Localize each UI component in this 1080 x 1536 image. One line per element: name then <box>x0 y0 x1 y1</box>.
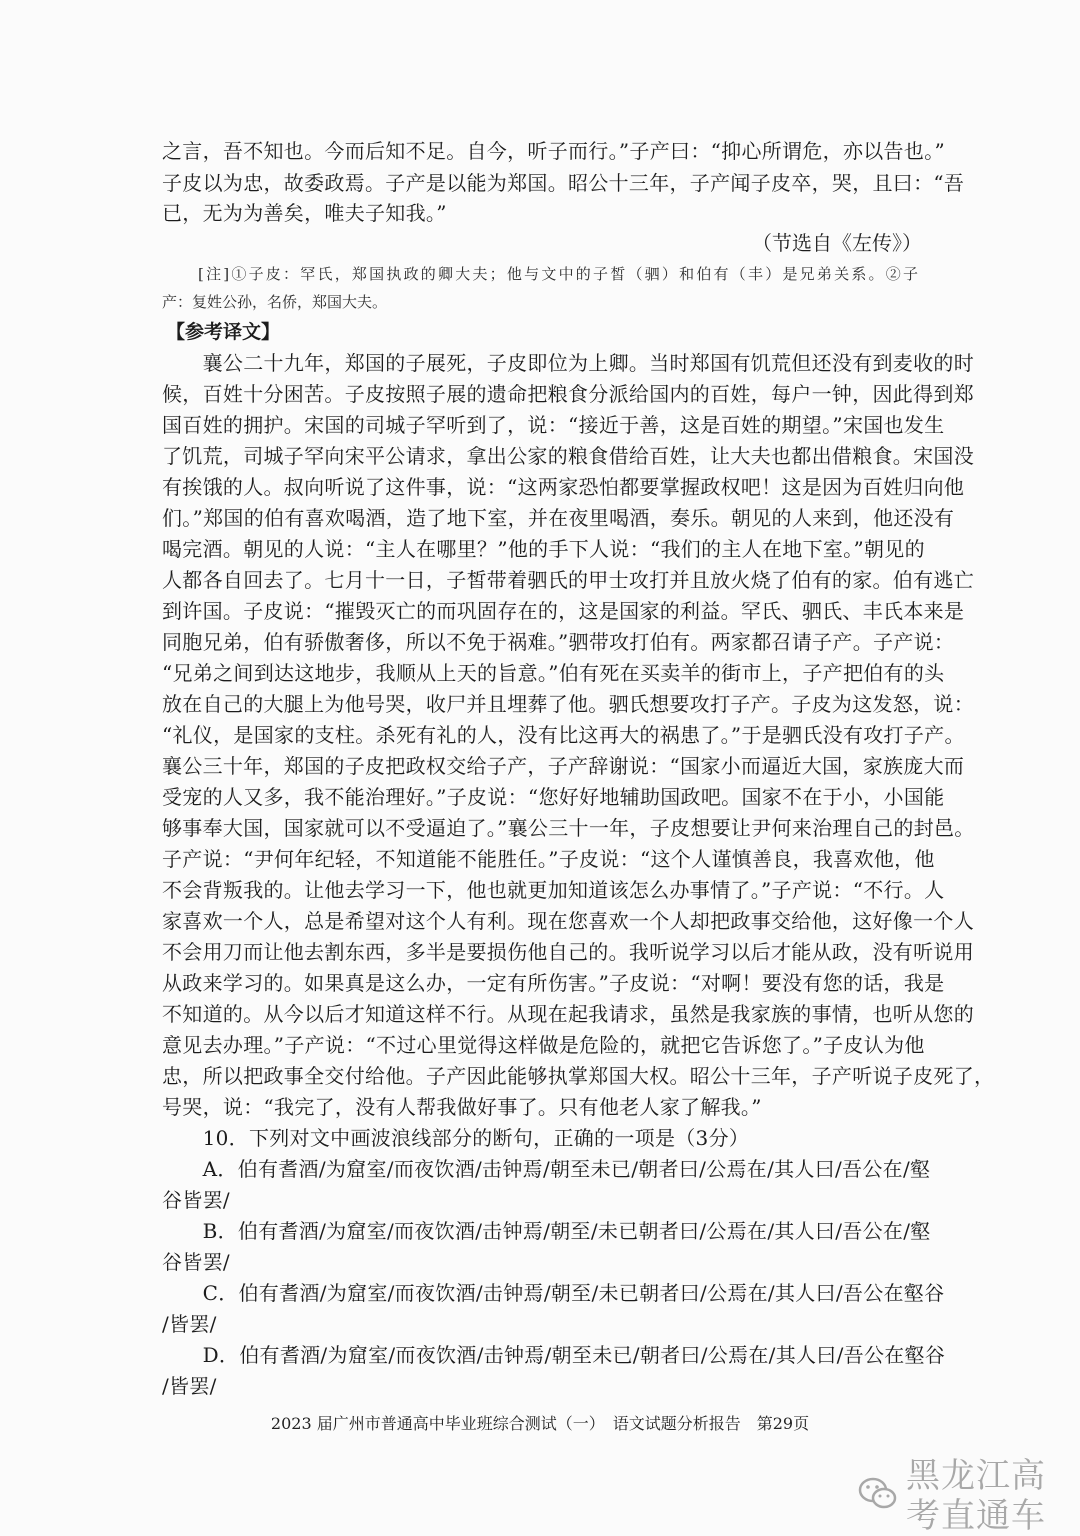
option-c-line-1: C．伯有耆酒/为窟室/而夜饮酒/击钟焉/朝至/未已朝者曰/公焉在/其人曰/吾公在壑谷 <box>162 1281 945 1305</box>
translation-line: 了饥荒，司城子罕向宋平公请求，拿出公家的粮食借给百姓，让大夫也都出借粮食。宋国没 <box>162 444 974 468</box>
translation-line: 们。”郑国的伯有喜欢喝酒，造了地下室，并在夜里喝酒，奏乐。朝见的人来到，他还没有 <box>162 506 955 530</box>
note-line-1: [注]①子皮：罕氏，郑国执政的卿大夫；他与文中的子皙（驷）和伯有（丰）是兄弟关系。②子 <box>198 265 918 283</box>
translation-line: “礼仪，是国家的支柱。杀死有礼的人，没有比这再大的祸患了。”于是驷氏没有攻打子产。 <box>162 723 965 747</box>
passage-line-1: 之言，吾不知也。今而后知不足。自今，听子而行。”子产曰：“抑心所谓危，亦以告也。” <box>162 139 945 163</box>
option-c-line-2: /皆罢/ <box>162 1312 217 1336</box>
option-a-line-2: 谷皆罢/ <box>162 1188 230 1212</box>
translation-line: 候，百姓十分困苦。子皮按照子展的遗命把粮食分派给国内的百姓，每户一钟，因此得到郑 <box>162 382 974 406</box>
translation-line: 不知道的。从今以后才知道这样不行。从现在起我请求，虽然是我家族的事情，也听从您的 <box>162 1002 974 1026</box>
translation-line: 子产说：“尹何年纪轻，不知道能不能胜任。”子皮说：“这个人谨慎善良，我喜欢他，他 <box>162 847 935 871</box>
option-b-line-2: 谷皆罢/ <box>162 1250 230 1274</box>
translation-line: 从政来学习的。如果真是这么办，一定有所伤害。”子皮说：“对啊！要没有您的话，我是 <box>162 971 945 995</box>
source-citation: （节选自《左传》） <box>752 231 922 255</box>
option-b-line-1: B．伯有耆酒/为窟室/而夜饮酒/击钟焉/朝至/未已朝者曰/公焉在/其人曰/吾公在/壑 <box>162 1219 931 1243</box>
wechat-icon <box>858 1476 898 1516</box>
translation-line: 不会背叛我的。让他去学习一下，他也就更加知道该怎么办事情了。”子产说：“不行。人 <box>162 878 945 902</box>
page-footer: 2023 届广州市普通高中毕业班综合测试（一） 语文试题分析报告 第29页 <box>270 1414 810 1433</box>
passage-line-3: 已，无为为善矣，唯夫子知我。” <box>162 201 447 225</box>
question-stem: 10．下列对文中画波浪线部分的断句，正确的一项是（3分） <box>162 1126 750 1150</box>
translation-line: 国百姓的拥护。宋国的司城子罕听到了，说：“接近于善，这是百姓的期望。”宋国也发生 <box>162 413 945 437</box>
translation-line: 襄公三十年，郑国的子皮把政权交给子产，子产辞谢说：“国家小而逼近大国，家族庞大而 <box>162 754 965 778</box>
translation-line: 同胞兄弟，伯有骄傲奢侈，所以不免于祸难。”驷带攻打伯有。两家都召请子产。子产说： <box>162 630 955 654</box>
translation-line: 不会用刀而让他去割东西，多半是要损伤他自己的。我听说学习以后才能从政，没有听说用 <box>162 940 974 964</box>
option-d-line-2: /皆罢/ <box>162 1374 217 1398</box>
passage-line-2: 子皮以为忠，故委政焉。子产是以能为郑国。昭公十三年，子产闻子皮卒，哭，且曰：“吾 <box>162 171 965 195</box>
watermark-text: 黑龙江高考直通车 <box>906 1456 1046 1536</box>
translation-line: 号哭，说：“我完了，没有人帮我做好事了。只有他老人家了解我。” <box>162 1095 762 1119</box>
note-line-2: 产：复姓公孙，名侨，郑国大夫。 <box>162 293 388 311</box>
translation-line: 人都各自回去了。七月十一日，子皙带着驷氏的甲士攻打并且放火烧了伯有的家。伯有逃亡 <box>162 568 974 592</box>
translation-heading: 【参考译文】 <box>166 321 281 343</box>
translation-line: 忠，所以把政事全交付给他。子产因此能够执掌郑国大权。昭公十三年，子产听说子皮死了， <box>162 1064 995 1088</box>
watermark <box>858 1456 1080 1536</box>
translation-line: 够事奉大国，国家就可以不受逼迫了。”襄公三十一年，子皮想要让尹何来治理自己的封邑。 <box>162 816 975 840</box>
translation-line: 有挨饿的人。叔向听说了这件事，说：“这两家恐怕都要掌握政权吧！这是因为百姓归向他 <box>162 475 965 499</box>
translation-line: 受宠的人又多，我不能治理好。”子皮说：“您好好地辅助国政吧。国家不在于小，小国能 <box>162 785 945 809</box>
translation-line: 襄公二十九年，郑国的子展死，子皮即位为上卿。当时郑国有饥荒但还没有到麦收的时 <box>162 351 974 375</box>
translation-line: 家喜欢一个人，总是希望对这个人有利。现在您喜欢一个人却把政事交给他，这好像一个人 <box>162 909 974 933</box>
translation-line: 喝完酒。朝见的人说：“主人在哪里？”他的手下人说：“我们的主人在地下室。”朝见的 <box>162 537 925 561</box>
translation-line: 意见去办理。”子产说：“不过心里觉得这样做是危险的，就把它告诉您了。”子皮认为他 <box>162 1033 925 1057</box>
option-d-line-1: D．伯有耆酒/为窟室/而夜饮酒/击钟焉/朝至未已/朝者曰/公焉在/其人曰/吾公在壑谷 <box>162 1343 946 1367</box>
translation-line: “兄弟之间到达这地步，我顺从上天的旨意。”伯有死在买卖羊的街市上，子产把伯有的头 <box>162 661 945 685</box>
option-a-line-1: A．伯有耆酒/为窟室/而夜饮酒/击钟焉/朝至未已/朝者曰/公焉在/其人曰/吾公在/壑 <box>162 1157 931 1181</box>
translation-line: 到许国。子皮说：“摧毁灭亡的而巩固存在的，这是国家的利益。罕氏、驷氏、丰氏本来是 <box>162 599 965 623</box>
translation-line: 放在自己的大腿上为他号哭，收尸并且埋葬了他。驷氏想要攻打子产。子皮为这发怒，说： <box>162 692 974 716</box>
